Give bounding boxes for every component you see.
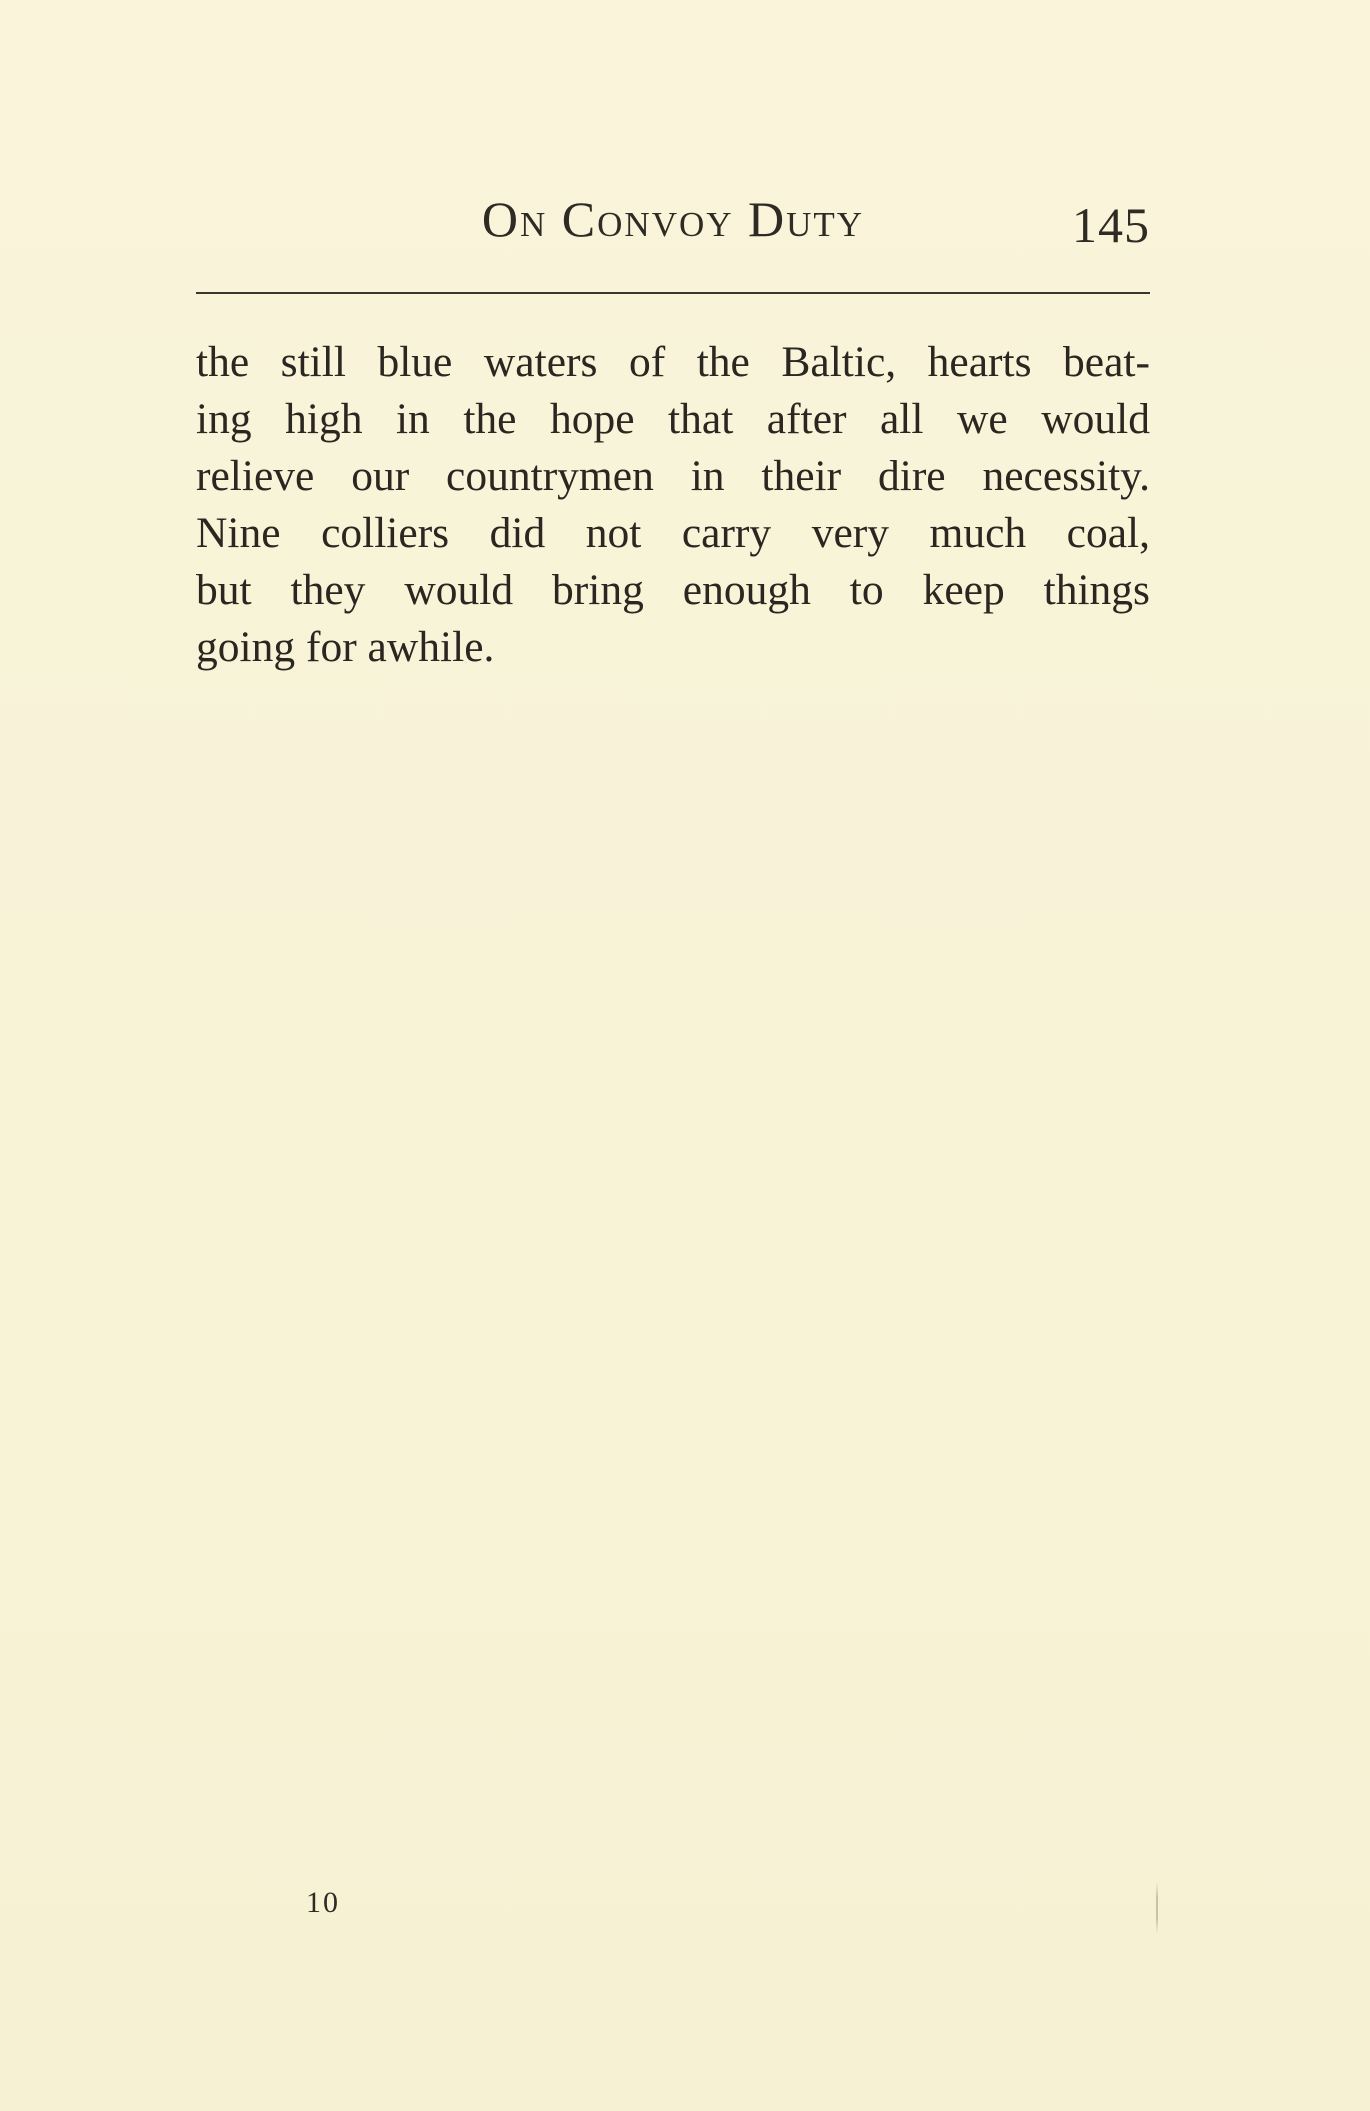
page-number: 145 xyxy=(1072,197,1150,253)
text-line: Nine colliers did not carry very much coal, xyxy=(196,509,1150,557)
text-line: ing high in the hope that after all we would xyxy=(196,395,1150,443)
header-rule xyxy=(196,292,1150,294)
body-paragraph xyxy=(196,334,1150,676)
text-line: the still blue waters of the Baltic, hearts beat- xyxy=(196,338,1150,386)
text-line: relieve our countrymen in their dire necessity. xyxy=(196,452,1150,500)
running-title: On Convoy Duty xyxy=(481,191,865,247)
page-edge-mark xyxy=(1156,1882,1158,1934)
running-head xyxy=(196,190,1150,253)
text-line: going for awhile. xyxy=(196,623,495,671)
text-line: but they would bring enough to keep things xyxy=(196,566,1150,614)
signature-mark: 10 xyxy=(306,1886,340,1919)
